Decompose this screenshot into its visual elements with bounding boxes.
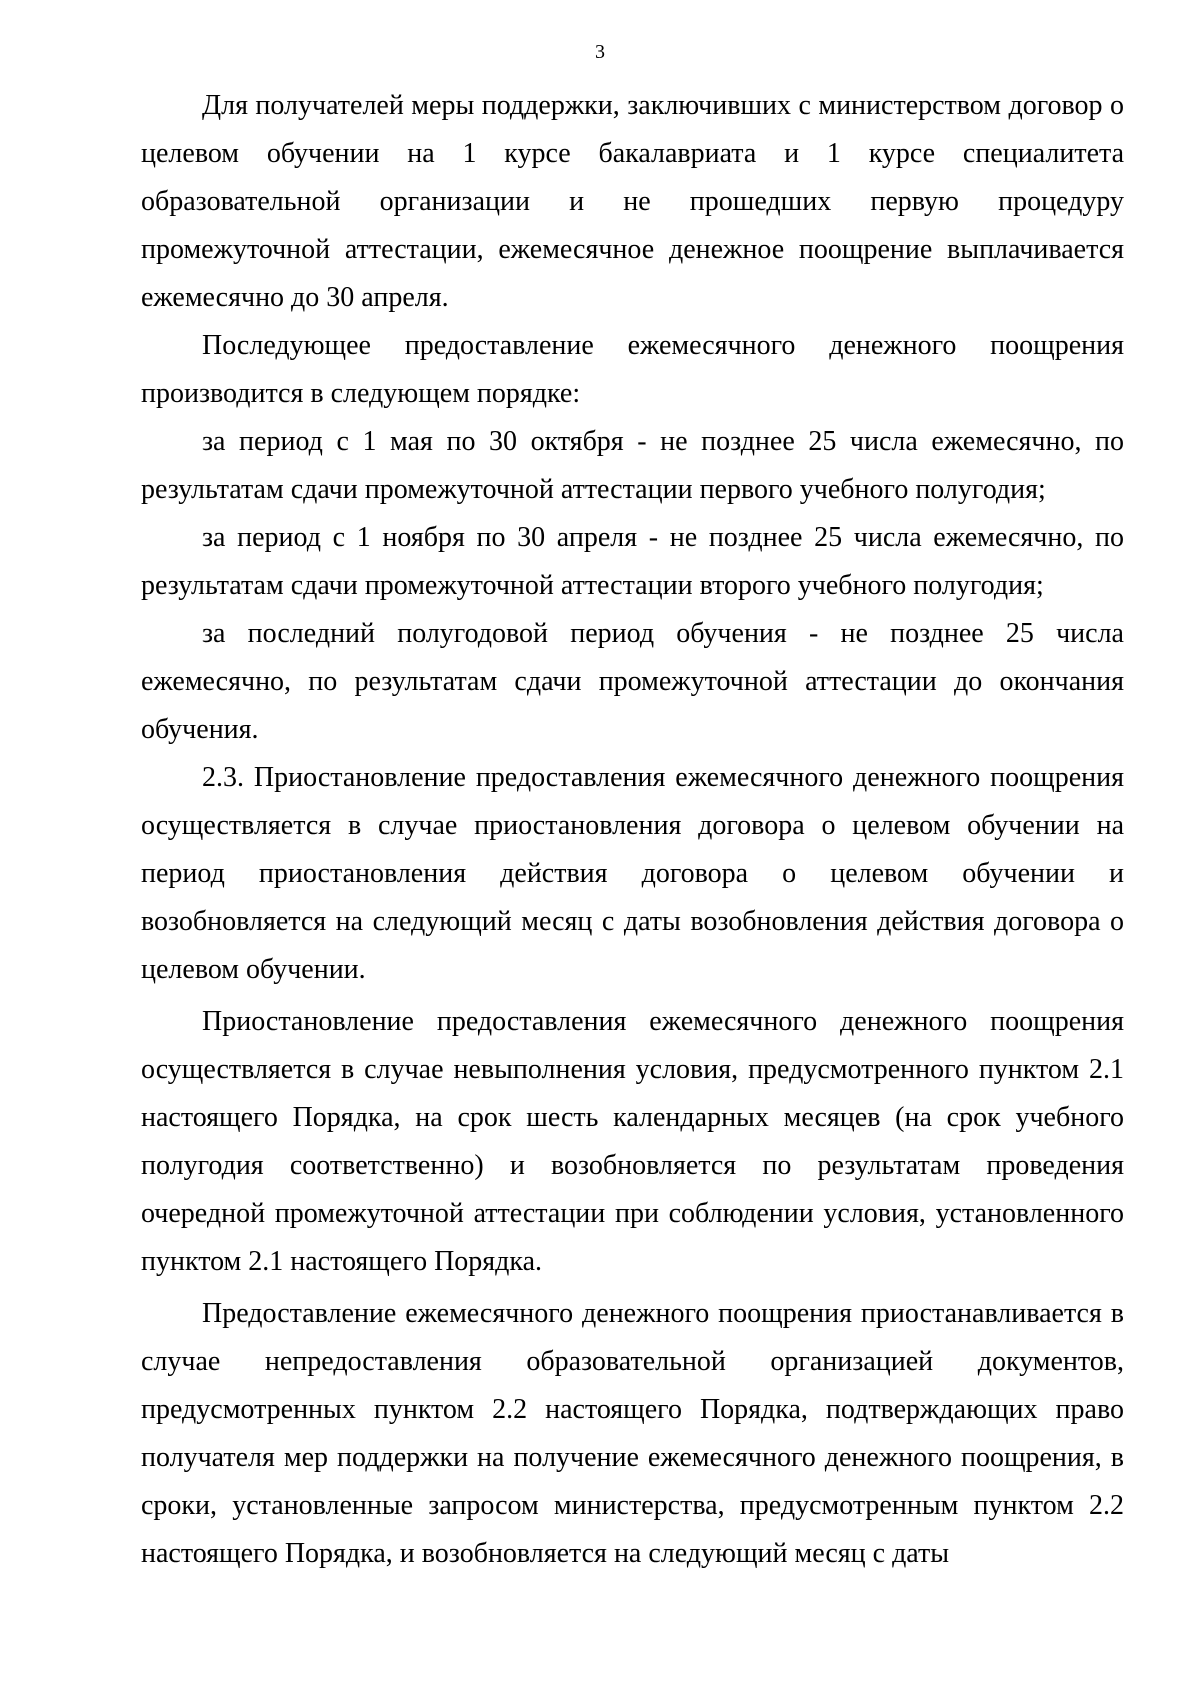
paragraph-period-may-october: за период с 1 мая по 30 октября - не позднее 25 числа ежемесячно, по результатам сдачи промежуточной аттестации первого учебного полугодия; bbox=[141, 426, 1124, 505]
paragraph-period-november-april: за период с 1 ноября по 30 апреля - не позднее 25 числа ежемесячно, по результатам сдачи промежуточной аттестации второго учебного полугодия; bbox=[141, 522, 1124, 601]
paragraph-target-training-first-course: Для получателей меры поддержки, заключивших с министерством договор о целевом обучении на 1 курсе бакалавриата и 1 курсе специалитета образовательной организации и не прошедших первую процедуру промежуточной аттестации, ежемесячное денежное поощрение выплачивается ежемесячно до 30 апреля. bbox=[141, 90, 1124, 313]
paragraph-suspension-documents-2-2: Предоставление ежемесячного денежного поощрения приостанавливается в случае непредоставления образовательной организацией документов, предусмотренных пунктом 2.2 настоящего Порядка, подтверждающих право получателя мер поддержки на получение ежемесячного денежного поощрения, в сроки, установленные запросом министерства, предусмотренным пунктом 2.2 настоящего Порядка, и возобновляется на следующий месяц с даты bbox=[141, 1298, 1124, 1569]
paragraph-last-semester-period: за последний полугодовой период обучения - не позднее 25 числа ежемесячно, по результатам сдачи промежуточной аттестации до окончания обучения. bbox=[141, 618, 1124, 745]
paragraph-subsequent-provision: Последующее предоставление ежемесячного денежного поощрения производится в следующем порядке: bbox=[141, 330, 1124, 409]
page-number: 3 bbox=[595, 41, 605, 63]
paragraph-suspension-condition-2-1: Приостановление предоставления ежемесячного денежного поощрения осуществляется в случае невыполнения условия, предусмотренного пунктом 2.1 настоящего Порядка, на срок шесть календарных месяцев (на срок учебного полугодия соответственно) и возобновляется по результатам проведения очередной промежуточной аттестации при соблюдении условия, установленного пунктом 2.1 настоящего Порядка. bbox=[141, 1006, 1124, 1277]
paragraph-section-2-3-suspension: 2.3. Приостановление предоставления ежемесячного денежного поощрения осуществляется в случае приостановления договора о целевом обучении на период приостановления действия договора о целевом обучении и возобновляется на следующий месяц с даты возобновления действия договора о целевом обучении. bbox=[141, 762, 1124, 985]
document-body bbox=[141, 82, 1124, 1578]
